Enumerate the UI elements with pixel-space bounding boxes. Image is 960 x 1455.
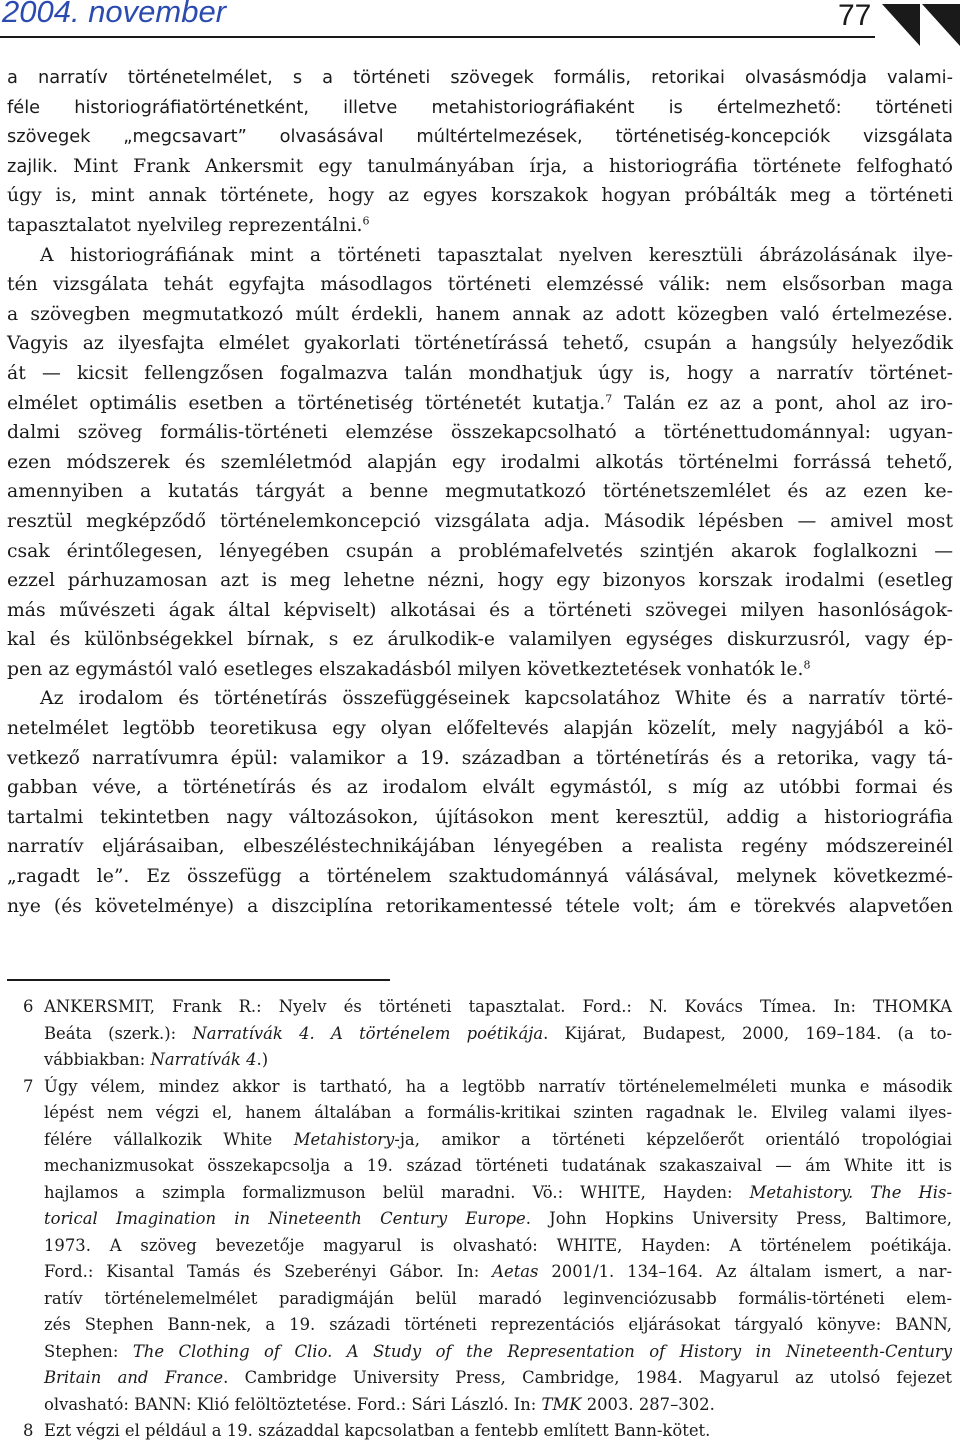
footnote-line: lépést nem végzi el, hanem általában a formális-kritikai szinten ragadnak le. Elvileg valami ilyes- — [44, 1103, 952, 1122]
footnote-line: Britain and France. Cambridge University Press, Cambridge, 1984. Magyarul az utolsó fejezet — [44, 1368, 952, 1387]
text-line — [7, 625, 953, 655]
text-line — [7, 270, 953, 300]
text-line — [7, 832, 953, 862]
text-line — [7, 93, 953, 123]
text-line — [7, 152, 953, 182]
footnote-line: hajlamos a szimpla formalizmuson belül maradni. Vö.: WHITE, Hayden: Metahistory. The His- — [44, 1182, 952, 1202]
text-line — [7, 211, 953, 241]
text-line-content: „ragadt le”. Ez összefügg a történelem szaktudománnyá válásával, melynek következmé- — [7, 866, 953, 888]
text-line — [7, 744, 953, 774]
text-line-content: szövegek „megcsavart” olvasásával múltértelmezések, történetiség-koncepciók vizsgálata — [7, 126, 953, 148]
text-line-content: a narratív történetelmélet, s a történeti szövegek formális, retorikai olvasásmódja valami- — [7, 67, 953, 88]
footnote-separator — [7, 979, 390, 981]
text-line — [7, 892, 953, 922]
text-line — [7, 803, 953, 833]
footnote-line: ANKERSMIT, Frank R.: Nyelv és történeti tapasztalat. Ford.: N. Kovács Tímea. In: THOMKA — [44, 997, 952, 1016]
text-line-content: a szövegben megmutatkozó múlt érdekli, hanem annak az adott közegben való értelmezése. — [7, 303, 953, 325]
text-line — [7, 448, 953, 478]
text-line-content: gabban véve, a történetírás és az irodalom elvált egymástól, s míg az utóbbi formai és — [7, 777, 953, 799]
text-line — [7, 477, 953, 507]
footnote-reference[interactable]: 6 — [362, 214, 370, 228]
text-line-content: pen az egymástól való esetleges elszakadásból milyen következtetések vonhatók le. — [7, 658, 804, 680]
issue-date: 2004. november — [2, 0, 227, 29]
footnote-line: torical Imagination in Nineteenth Century Europe. John Hopkins University Press, Baltimore, — [44, 1209, 952, 1228]
footnote-line: félére vállalkozik White Metahistory-ja, amikor a történeti képzelőerőt orientáló tropológiai — [44, 1129, 952, 1149]
footnote-8 — [0, 1418, 960, 1445]
text-line-content: tapasztalatot nyelvileg reprezentálni. — [7, 214, 363, 236]
text-line-content: ezzel párhuzamosan azt is meg lehetne nézni, hogy egy bizonyos korszak irodalmi (esetleg — [7, 570, 953, 592]
text-line: elmélet optimális esetben a történetiség történetét kutatja.$^7$ Talán ez az a pont, ahol az iro- — [7, 391, 954, 414]
footnote-line: Beáta (szerk.): Narratívák 4. A történelem poétikája. Kijárat, Budapest, 2000, 169–184. (a to- — [44, 1023, 952, 1043]
footnote-reference[interactable]: 8 — [803, 658, 811, 672]
footnotes — [0, 994, 960, 1445]
double-triangle-icon — [882, 4, 960, 46]
text-line-content: kal és különbségekkel bírnak, s ez árulkodik-e valamilyen egységes diskurzusról, vagy ép- — [7, 629, 953, 651]
text-line — [7, 241, 953, 271]
footnote-7 — [0, 1074, 960, 1419]
text-line — [7, 181, 953, 211]
footnote-number: 7 — [23, 1076, 34, 1096]
text-line — [7, 63, 953, 93]
text-line — [7, 566, 953, 596]
footnote-reference[interactable]: 7 — [605, 391, 613, 405]
text-line — [7, 655, 953, 685]
text-line-content: ezen módszerek és szemléletmód alapján egy irodalmi alkotás történelmi forrássá tehető, — [7, 451, 953, 473]
text-line-content: amennyiben a kutatás tárgyát a benne megmutatkozó történetszemlélet és az ezen ke- — [7, 481, 953, 503]
text-line — [7, 418, 953, 448]
footnote-number: 8 — [23, 1421, 34, 1440]
text-line-content: vetkező narratívumra épül: valamikor a 19. században a történetírás és a retorika, vagy tá- — [7, 747, 953, 769]
text-line — [7, 773, 953, 803]
page-number: 77 — [838, 0, 872, 32]
text-line-content: féle historiográfiatörténetként, illetve metahistoriográfiaként is értelmezhető: történeti — [7, 96, 953, 118]
footnote-line: olvasható: BANN: Klió felöltöztetése. Ford.: Sári László. In: TMK 2003. 287–302. — [44, 1394, 715, 1414]
text-line-content: resztül megképződő történelemkoncepció vizsgálata adja. Második lépésben — amivel most — [7, 510, 953, 532]
text-line — [7, 122, 953, 152]
text-line-content: narratív eljárásaiban, elbeszéléstechnikájában lényegében a realista regény módszereinél — [7, 836, 953, 858]
text-line-content: zajlik. Mint Frank Ankersmit egy tanulmányában írja, a historiográfia története felfogható — [7, 155, 953, 177]
text-line-content: dalmi szöveg formális-történeti elemzése összekapcsolható a történettudománnyal: ugyan- — [7, 422, 953, 444]
footnote-6 — [0, 994, 960, 1074]
footnote-line: Ford.: Kisantal Tamás és Szeberényi Gábor. In: Aetas 2001/1. 134–164. Az általam ismert, a nar- — [44, 1262, 952, 1281]
text-line — [7, 359, 953, 389]
footnote-number: 6 — [23, 997, 34, 1016]
text-line-content: elmélet optimális esetben a történetiség történetét kutatja. — [7, 392, 606, 414]
footnote-line: Ezt végzi el például a 19. századdal kapcsolatban a fentebb említett Bann-kötet. — [44, 1421, 711, 1440]
text-line-content: netelmélet legtöbb teoretikusa egy olyan előfeltevés alapján közelít, mely nagyjából a kö- — [7, 718, 953, 740]
text-line-content: más művészeti ágak által képviselt) alkotásai és a történeti szövegei milyen hasonlóságok- — [7, 599, 953, 621]
text-line-content: tartalmi tekintetben nagy változásokon, újításokon ment keresztül, addig a historiográfia — [7, 806, 953, 828]
text-line-content: Az irodalom és történetírás összefüggéseinek kapcsolatához White és a narratív törté- — [40, 688, 953, 710]
footnote-line: Stephen: The Clothing of Clio. A Study of the Representation of History in Nineteenth-Century — [44, 1341, 952, 1361]
text-line — [7, 300, 953, 330]
text-line — [7, 862, 953, 892]
footnote-line: Úgy vélem, mindez akkor is tartható, ha a legtöbb narratív történelemelméleti munka e második — [44, 1076, 952, 1096]
text-line-content: csak érintőlegesen, lényegében csupán a problémafelvetés szintjén akarok foglalkozni — — [7, 540, 953, 562]
text-line — [7, 714, 953, 744]
text-line-content: át — kicsit fellengzősen fogalmazva talán mondhatjuk úgy is, hogy a narratív történet- — [7, 362, 953, 384]
text-line-content: tén vizsgálata tehát egyfajta másodlagos történeti elemzéssé válik: nem elsősorban maga — [7, 274, 953, 296]
text-line-content: úgy is, mint annak története, hogy az egyes korszakok hogyan próbálták meg a történeti — [7, 185, 953, 207]
text-line — [7, 537, 953, 567]
header-rule — [0, 36, 875, 38]
text-line — [7, 329, 953, 359]
text-line — [7, 507, 953, 537]
text-line-content: nye (és követelménye) a diszciplína retorikamentessé tétele volt; ám e törekvés alapvetően — [7, 895, 953, 917]
footnote-line: mechanizmusokat összekapcsolja a 19. század történeti tudatának szakaszaival — ám White itt is — [44, 1156, 952, 1175]
text-line-content: A historiográfiának mint a történeti tapasztalat nyelven keresztüli ábrázolásának ilye- — [40, 244, 953, 266]
running-header — [0, 0, 960, 48]
text-line-content: Vagyis az ilyesfajta elmélet gyakorlati történetírássá tehető, csupán a hangsúly helyeződik — [7, 333, 953, 355]
footnote-line: zés Stephen Bann-nek, a 19. századi történeti reprezentációs eljárásokat tárgyaló könyve: BANN, — [44, 1315, 952, 1334]
footnote-line: vábbiakban: Narratívák 4.) — [44, 1050, 269, 1069]
text-line — [7, 596, 953, 626]
footnote-line: 1973. A szöveg bevezetője magyarul is olvasható: WHITE, Hayden: A történelem poétikája. — [44, 1235, 952, 1255]
text-line — [7, 684, 953, 714]
main-text — [7, 63, 953, 921]
footnote-line: ratív történelemelmélet paradigmáján belül maradó leginvenciózusabb formális-történeti elem- — [44, 1288, 952, 1308]
